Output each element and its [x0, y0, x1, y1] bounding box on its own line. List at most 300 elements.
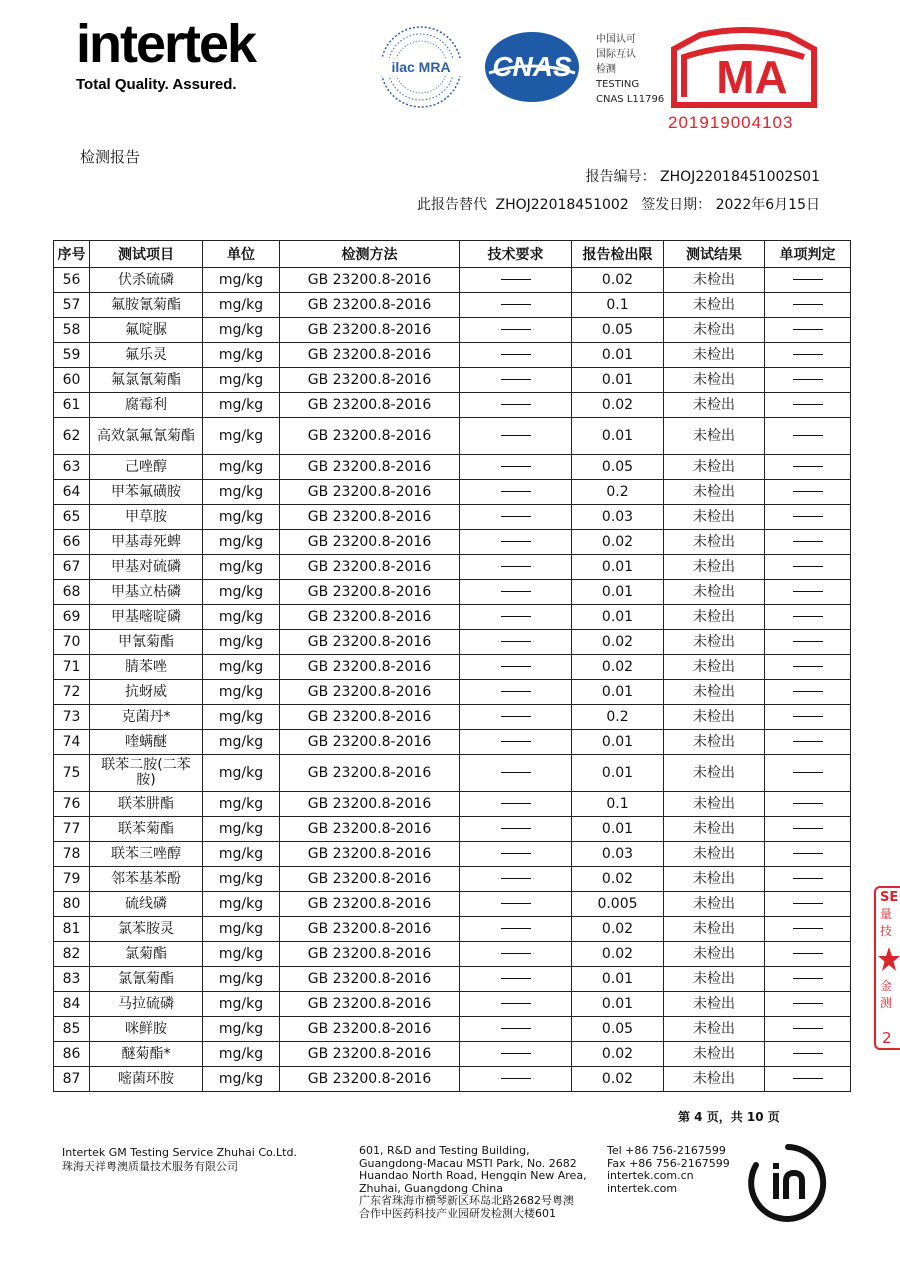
cell-verdict [765, 393, 851, 418]
cell-verdict [765, 730, 851, 755]
cell-method: GB 23200.8-2016 [280, 418, 460, 455]
cell-requirement [460, 318, 572, 343]
cell-method: GB 23200.8-2016 [280, 368, 460, 393]
col-header-method: 检测方法 [280, 241, 460, 268]
cell-limit: 0.02 [572, 530, 664, 555]
cell-result: 未检出 [664, 842, 765, 867]
cell-no: 61 [54, 393, 90, 418]
cell-unit: mg/kg [203, 680, 280, 705]
not-applicable-dash [501, 616, 531, 617]
cell-unit: mg/kg [203, 842, 280, 867]
cell-requirement [460, 992, 572, 1017]
cell-requirement [460, 605, 572, 630]
cell-item: 甲基毒死蜱 [90, 530, 203, 555]
table-row [54, 1042, 851, 1067]
cell-item: 氯氰菊酯 [90, 967, 203, 992]
cell-limit: 0.1 [572, 293, 664, 318]
cell-limit: 0.02 [572, 655, 664, 680]
cell-unit: mg/kg [203, 1042, 280, 1067]
cell-requirement [460, 530, 572, 555]
test-results-table [53, 240, 851, 1092]
not-applicable-dash [793, 466, 823, 467]
cell-item: 甲草胺 [90, 505, 203, 530]
cell-verdict [765, 630, 851, 655]
cell-verdict [765, 1067, 851, 1092]
cell-item: 甲基对硫磷 [90, 555, 203, 580]
cell-item: 甲氰菊酯 [90, 630, 203, 655]
cell-result: 未检出 [664, 892, 765, 917]
ilac-mra-logo-icon [378, 24, 464, 110]
cell-method: GB 23200.8-2016 [280, 393, 460, 418]
cell-verdict [765, 418, 851, 455]
report-number-label: 报告编号： [585, 169, 656, 185]
cell-method: GB 23200.8-2016 [280, 842, 460, 867]
cell-limit: 0.03 [572, 842, 664, 867]
cell-item: 联苯三唑醇 [90, 842, 203, 867]
cell-no: 72 [54, 680, 90, 705]
cell-method: GB 23200.8-2016 [280, 605, 460, 630]
not-applicable-dash [501, 1028, 531, 1029]
cell-result: 未检出 [664, 817, 765, 842]
cell-no: 68 [54, 580, 90, 605]
cell-no: 60 [54, 368, 90, 393]
cell-item: 甲基立枯磷 [90, 580, 203, 605]
not-applicable-dash [793, 591, 823, 592]
table-row [54, 530, 851, 555]
cell-result: 未检出 [664, 268, 765, 293]
not-applicable-dash [793, 304, 823, 305]
cell-requirement [460, 580, 572, 605]
footer-company [62, 1146, 297, 1174]
cell-result: 未检出 [664, 1042, 765, 1067]
cell-no: 63 [54, 455, 90, 480]
cell-requirement [460, 792, 572, 817]
report-number: ZHOJ22018451002S01 [660, 169, 820, 185]
cell-result: 未检出 [664, 480, 765, 505]
footer-web-cn[interactable]: intertek.com.cn [607, 1169, 694, 1182]
not-applicable-dash [793, 435, 823, 436]
cell-unit: mg/kg [203, 1067, 280, 1092]
cell-no: 62 [54, 418, 90, 455]
cell-verdict [765, 967, 851, 992]
cell-no: 67 [54, 555, 90, 580]
cell-verdict [765, 817, 851, 842]
table-row [54, 505, 851, 530]
cell-requirement [460, 867, 572, 892]
cell-result: 未检出 [664, 605, 765, 630]
not-applicable-dash [501, 591, 531, 592]
cell-limit: 0.01 [572, 730, 664, 755]
cell-limit: 0.2 [572, 705, 664, 730]
not-applicable-dash [793, 828, 823, 829]
cell-result: 未检出 [664, 755, 765, 792]
cell-method: GB 23200.8-2016 [280, 480, 460, 505]
cell-requirement [460, 455, 572, 480]
cell-requirement [460, 1067, 572, 1092]
cell-requirement [460, 680, 572, 705]
not-applicable-dash [793, 716, 823, 717]
not-applicable-dash [793, 772, 823, 773]
cell-limit: 0.02 [572, 942, 664, 967]
cell-no: 85 [54, 1017, 90, 1042]
table-row [54, 867, 851, 892]
cell-limit: 0.02 [572, 1042, 664, 1067]
table-row [54, 630, 851, 655]
cell-verdict [765, 942, 851, 967]
table-row [54, 942, 851, 967]
table-row [54, 680, 851, 705]
not-applicable-dash [501, 641, 531, 642]
cell-limit: 0.02 [572, 1067, 664, 1092]
not-applicable-dash [793, 741, 823, 742]
cell-item: 邻苯基苯酚 [90, 867, 203, 892]
not-applicable-dash [793, 1003, 823, 1004]
cell-unit: mg/kg [203, 892, 280, 917]
not-applicable-dash [793, 354, 823, 355]
cell-unit: mg/kg [203, 480, 280, 505]
cell-limit: 0.01 [572, 555, 664, 580]
cell-unit: mg/kg [203, 418, 280, 455]
company-name-en: Intertek GM Testing Service Zhuhai Co.Ltd. [62, 1146, 297, 1159]
cell-item: 联苯肼酯 [90, 792, 203, 817]
table-row [54, 393, 851, 418]
not-applicable-dash [501, 516, 531, 517]
issue-date-label: 签发日期： [641, 197, 712, 213]
cell-requirement [460, 418, 572, 455]
cell-method: GB 23200.8-2016 [280, 655, 460, 680]
cell-unit: mg/kg [203, 605, 280, 630]
cell-unit: mg/kg [203, 655, 280, 680]
cell-verdict [765, 705, 851, 730]
cell-no: 78 [54, 842, 90, 867]
table-row [54, 1017, 851, 1042]
cell-method: GB 23200.8-2016 [280, 343, 460, 368]
cell-unit: mg/kg [203, 817, 280, 842]
cell-method: GB 23200.8-2016 [280, 705, 460, 730]
cell-limit: 0.01 [572, 343, 664, 368]
cell-item: 马拉硫磷 [90, 992, 203, 1017]
cell-unit: mg/kg [203, 630, 280, 655]
table-row [54, 343, 851, 368]
cell-method: GB 23200.8-2016 [280, 992, 460, 1017]
cell-item: 氯菊酯 [90, 942, 203, 967]
footer-address: 601, R&D and Testing Building, Guangdong-Macau MSTI Park, No. 2682 Huandao North Road, Hengqin New Area, Zhuhai, Guangdong China 广东省珠海市横琴新区环岛北路2682号粤澳 合作中医药科技产业园研发检测大楼601 [359, 1144, 587, 1220]
cell-method: GB 23200.8-2016 [280, 1042, 460, 1067]
cell-item: 嘧菌环胺 [90, 1067, 203, 1092]
cell-method: GB 23200.8-2016 [280, 580, 460, 605]
cell-requirement [460, 1017, 572, 1042]
not-applicable-dash [793, 1053, 823, 1054]
cell-verdict [765, 555, 851, 580]
cell-verdict [765, 655, 851, 680]
cell-verdict [765, 605, 851, 630]
cell-item: 腈苯唑 [90, 655, 203, 680]
table-row [54, 917, 851, 942]
cma-logo-icon [668, 27, 820, 109]
cell-item: 甲基嘧啶磷 [90, 605, 203, 630]
cell-verdict [765, 318, 851, 343]
cell-limit: 0.05 [572, 318, 664, 343]
not-applicable-dash [501, 354, 531, 355]
cell-no: 73 [54, 705, 90, 730]
cell-result: 未检出 [664, 1017, 765, 1042]
cell-unit: mg/kg [203, 393, 280, 418]
not-applicable-dash [501, 1053, 531, 1054]
cell-result: 未检出 [664, 655, 765, 680]
cell-unit: mg/kg [203, 917, 280, 942]
table-header-row [54, 241, 851, 268]
cell-requirement [460, 293, 572, 318]
not-applicable-dash [793, 1028, 823, 1029]
cell-requirement [460, 842, 572, 867]
cell-limit: 0.01 [572, 580, 664, 605]
not-applicable-dash [793, 903, 823, 904]
not-applicable-dash [501, 903, 531, 904]
col-header-unit: 单位 [203, 241, 280, 268]
table-row [54, 418, 851, 455]
cell-unit: mg/kg [203, 293, 280, 318]
cell-item: 伏杀硫磷 [90, 268, 203, 293]
cell-no: 56 [54, 268, 90, 293]
cell-no: 81 [54, 917, 90, 942]
replaces-label: 此报告替代 [417, 197, 488, 213]
logo-wordmark: intertek [76, 14, 256, 74]
table-row [54, 792, 851, 817]
cell-limit: 0.01 [572, 418, 664, 455]
cnas-text: CNAS [492, 51, 572, 82]
table-row [54, 293, 851, 318]
cell-no: 77 [54, 817, 90, 842]
cell-item: 高效氯氟氰菊酯 [90, 418, 203, 455]
cell-item: 己唑醇 [90, 455, 203, 480]
cell-unit: mg/kg [203, 755, 280, 792]
cnas-accreditation-label: 中国认可 国际互认 检测 TESTING CNAS L11796 [596, 34, 665, 105]
not-applicable-dash [501, 978, 531, 979]
cell-item: 联苯二胺(二苯胺) [90, 755, 203, 792]
cell-verdict [765, 917, 851, 942]
cell-verdict [765, 1017, 851, 1042]
cell-method: GB 23200.8-2016 [280, 680, 460, 705]
cell-unit: mg/kg [203, 942, 280, 967]
cell-unit: mg/kg [203, 1017, 280, 1042]
not-applicable-dash [501, 404, 531, 405]
cell-verdict [765, 293, 851, 318]
cell-result: 未检出 [664, 368, 765, 393]
cell-no: 71 [54, 655, 90, 680]
table-row [54, 580, 851, 605]
cell-limit: 0.01 [572, 992, 664, 1017]
cell-no: 82 [54, 942, 90, 967]
cell-limit: 0.1 [572, 792, 664, 817]
cell-unit: mg/kg [203, 268, 280, 293]
cell-requirement [460, 655, 572, 680]
not-applicable-dash [793, 516, 823, 517]
cell-result: 未检出 [664, 630, 765, 655]
document-title: 检测报告 [80, 148, 141, 166]
cell-no: 66 [54, 530, 90, 555]
cell-method: GB 23200.8-2016 [280, 530, 460, 555]
cell-method: GB 23200.8-2016 [280, 967, 460, 992]
not-applicable-dash [501, 828, 531, 829]
not-applicable-dash [793, 616, 823, 617]
not-applicable-dash [793, 329, 823, 330]
cma-text: MA [716, 51, 788, 103]
cell-result: 未检出 [664, 917, 765, 942]
cell-item: 抗蚜威 [90, 680, 203, 705]
cell-no: 69 [54, 605, 90, 630]
cell-unit: mg/kg [203, 455, 280, 480]
cell-item: 甲苯氟磺胺 [90, 480, 203, 505]
table-body [54, 268, 851, 1092]
not-applicable-dash [501, 435, 531, 436]
not-applicable-dash [793, 853, 823, 854]
cell-item: 氟氯氰菊酯 [90, 368, 203, 393]
col-header-limit: 报告检出限 [572, 241, 664, 268]
not-applicable-dash [793, 666, 823, 667]
cnas-logo-icon [483, 29, 581, 105]
not-applicable-dash [501, 803, 531, 804]
table-row [54, 318, 851, 343]
not-applicable-dash [793, 379, 823, 380]
cell-method: GB 23200.8-2016 [280, 318, 460, 343]
cell-result: 未检出 [664, 505, 765, 530]
cell-result: 未检出 [664, 418, 765, 455]
cell-no: 64 [54, 480, 90, 505]
cell-method: GB 23200.8-2016 [280, 630, 460, 655]
cell-unit: mg/kg [203, 318, 280, 343]
cell-requirement [460, 343, 572, 368]
cell-verdict [765, 480, 851, 505]
cell-result: 未检出 [664, 730, 765, 755]
cell-verdict [765, 992, 851, 1017]
cell-no: 76 [54, 792, 90, 817]
not-applicable-dash [793, 978, 823, 979]
not-applicable-dash [501, 1003, 531, 1004]
table-row [54, 605, 851, 630]
not-applicable-dash [793, 803, 823, 804]
not-applicable-dash [793, 566, 823, 567]
cell-no: 74 [54, 730, 90, 755]
cell-requirement [460, 942, 572, 967]
cell-verdict [765, 505, 851, 530]
not-applicable-dash [793, 878, 823, 879]
cell-method: GB 23200.8-2016 [280, 917, 460, 942]
cell-method: GB 23200.8-2016 [280, 942, 460, 967]
not-applicable-dash [501, 853, 531, 854]
table-row [54, 817, 851, 842]
cell-result: 未检出 [664, 393, 765, 418]
ilac-text: ilac MRA [391, 59, 451, 75]
not-applicable-dash [501, 541, 531, 542]
table-row [54, 480, 851, 505]
cell-item: 联苯菊酯 [90, 817, 203, 842]
cell-requirement [460, 1042, 572, 1067]
cell-limit: 0.02 [572, 917, 664, 942]
cell-item: 咪鲜胺 [90, 1017, 203, 1042]
cell-limit: 0.05 [572, 1017, 664, 1042]
not-applicable-dash [793, 541, 823, 542]
cell-unit: mg/kg [203, 530, 280, 555]
cell-method: GB 23200.8-2016 [280, 817, 460, 842]
stamp-seal-fragment: SE 量技 金测 2 [874, 886, 900, 1050]
cell-no: 75 [54, 755, 90, 792]
cell-unit: mg/kg [203, 730, 280, 755]
cell-verdict [765, 867, 851, 892]
replacement-line [409, 194, 820, 214]
not-applicable-dash [793, 404, 823, 405]
cell-method: GB 23200.8-2016 [280, 555, 460, 580]
cell-result: 未检出 [664, 967, 765, 992]
not-applicable-dash [793, 279, 823, 280]
cell-limit: 0.02 [572, 268, 664, 293]
cell-unit: mg/kg [203, 705, 280, 730]
cell-requirement [460, 967, 572, 992]
not-applicable-dash [501, 953, 531, 954]
cell-no: 83 [54, 967, 90, 992]
cell-limit: 0.01 [572, 817, 664, 842]
cell-requirement [460, 505, 572, 530]
cell-method: GB 23200.8-2016 [280, 892, 460, 917]
cell-verdict [765, 755, 851, 792]
footer-web[interactable]: intertek.com [607, 1181, 678, 1195]
cell-item: 氟乐灵 [90, 343, 203, 368]
not-applicable-dash [793, 491, 823, 492]
cell-requirement [460, 555, 572, 580]
cell-item: 克菌丹* [90, 705, 203, 730]
cell-result: 未检出 [664, 705, 765, 730]
cell-limit: 0.01 [572, 680, 664, 705]
cell-unit: mg/kg [203, 992, 280, 1017]
cell-verdict [765, 343, 851, 368]
not-applicable-dash [793, 928, 823, 929]
not-applicable-dash [501, 741, 531, 742]
cell-no: 87 [54, 1067, 90, 1092]
cma-number: 201919004103 [668, 113, 794, 132]
cell-limit: 0.01 [572, 605, 664, 630]
not-applicable-dash [501, 691, 531, 692]
cell-item: 硫线磷 [90, 892, 203, 917]
cell-no: 84 [54, 992, 90, 1017]
cell-unit: mg/kg [203, 792, 280, 817]
cell-result: 未检出 [664, 293, 765, 318]
cell-limit: 0.01 [572, 755, 664, 792]
cell-unit: mg/kg [203, 343, 280, 368]
cell-result: 未检出 [664, 580, 765, 605]
footer-tel: Tel +86 756-2167599 [607, 1144, 726, 1157]
not-applicable-dash [501, 716, 531, 717]
cell-requirement [460, 268, 572, 293]
cell-requirement [460, 480, 572, 505]
cell-result: 未检出 [664, 1067, 765, 1092]
intertek-logo [76, 14, 255, 93]
cell-no: 70 [54, 630, 90, 655]
cell-limit: 0.03 [572, 505, 664, 530]
cell-requirement [460, 630, 572, 655]
table-row [54, 1067, 851, 1092]
cell-item: 氟啶脲 [90, 318, 203, 343]
col-header-no: 序号 [54, 241, 90, 268]
cell-requirement [460, 368, 572, 393]
cell-result: 未检出 [664, 680, 765, 705]
logo-tagline: Total Quality. Assured. [76, 76, 237, 93]
replaces-number: ZHOJ22018451002 [495, 197, 629, 213]
cell-verdict [765, 455, 851, 480]
cell-unit: mg/kg [203, 505, 280, 530]
cell-verdict [765, 530, 851, 555]
issue-date: 2022年6月15日 [715, 197, 820, 213]
table-row [54, 555, 851, 580]
col-header-item: 测试项目 [90, 241, 203, 268]
